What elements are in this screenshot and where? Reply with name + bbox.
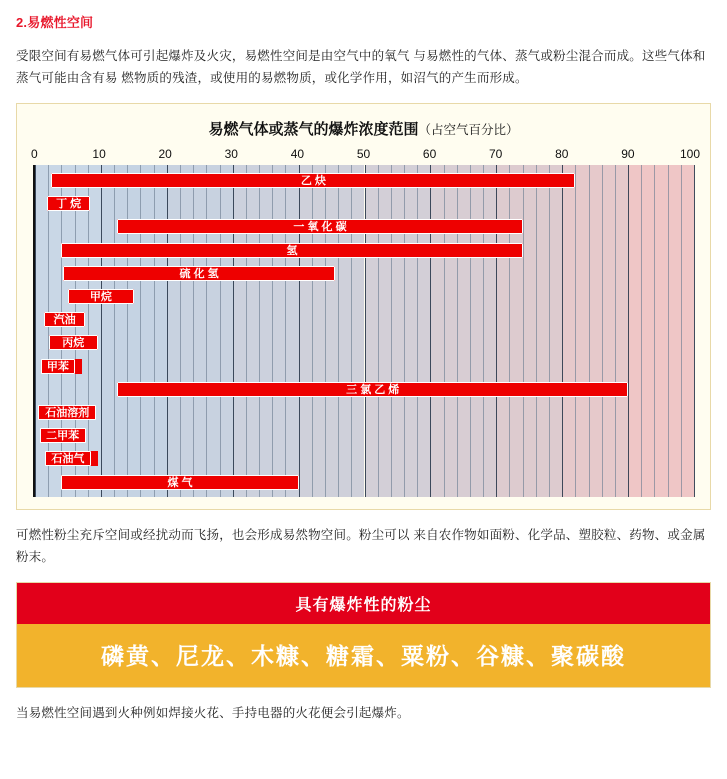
chart-bar-row [35, 312, 694, 327]
chart-bar-label: 三 氯 乙 烯 [117, 382, 628, 397]
chart-tick-label: 30 [224, 147, 238, 161]
chart-tick-label: 10 [92, 147, 106, 161]
chart-bar-label: 丙烷 [49, 335, 98, 350]
explosive-dust-panel [16, 582, 711, 688]
chart-tick-label: 40 [290, 147, 305, 161]
chart-bar-label: 乙 炔 [51, 173, 575, 188]
chart-body [30, 147, 701, 497]
chart-title [29, 118, 698, 139]
chart-bar-label: 煤 气 [61, 475, 298, 490]
chart-bar-label: 石油气 [45, 451, 91, 466]
chart-bar-label: 甲烷 [68, 289, 134, 304]
paragraph-flammable-space: 受限空间有易燃气体可引起爆炸及火灾，易燃性空间是由空气中的氧气 与易燃性的气体、蒸气或粉尘混合而成。这些气体和蒸气可能由含有易 燃物质的残渣，或使用的易燃物质，或化学作用，如沼气的产生而形成。 [16, 49, 706, 85]
chart-tick-label: 80 [555, 147, 569, 161]
chart-bars [35, 165, 694, 497]
chart-bar-row [35, 475, 694, 490]
chart-title-suffix: （占空气百分比） [418, 123, 519, 137]
chart-bar-label: 硫 化 氢 [63, 266, 335, 281]
chart-gridline [694, 165, 695, 497]
paragraph-combustible-dust: 可燃性粉尘充斥空间或经扰动而飞扬，也会形成易然物空间。粉尘可以 来自农作物如面粉、化学品、塑胶粒、药物、或金属粉末。 [16, 528, 706, 564]
chart-tick-label: 20 [158, 147, 172, 161]
chart-bar-label: 汽油 [44, 312, 85, 327]
chart-bar-label: 甲苯 [41, 359, 75, 374]
chart-bar-label: 石油溶剂 [38, 405, 96, 420]
chart-bar-row [35, 382, 694, 397]
chart-bar-row [35, 266, 694, 281]
chart-title-main: 易燃气体或蒸气的爆炸浓度范围 [208, 121, 419, 138]
chart-bar-row [35, 335, 694, 350]
chart-bar-row [35, 196, 694, 211]
chart-bar-label: 丁 烷 [47, 196, 90, 211]
chart-tick-label: 50 [356, 147, 371, 161]
chart-bar-label: 一 氧 化 碳 [117, 219, 522, 234]
chart-bar-row [35, 428, 694, 443]
chart-x-axis [30, 147, 701, 165]
chart-tick-label: 0 [30, 147, 38, 161]
chart-bar-row [35, 243, 694, 258]
chart-tick-label: 60 [422, 147, 437, 161]
paragraph-ignition-source: 当易燃性空间遇到火种例如焊接火花、手持电器的火花便会引起爆炸。 [16, 706, 410, 720]
chart-bar-row [35, 173, 694, 188]
chart-bar-row [35, 405, 694, 420]
chart-tick-label: 70 [489, 147, 503, 161]
chart-bar-row [35, 451, 694, 466]
chart-bar-row [35, 219, 694, 234]
dust-panel-header: 具有爆炸性的粉尘 [17, 583, 710, 624]
page-title: 2.易燃性空间 [16, 15, 94, 30]
chart-tick-label: 90 [621, 147, 635, 161]
explosive-range-chart-panel [16, 103, 711, 510]
chart-bar-label: 氢 [61, 243, 522, 258]
chart-bar-row [35, 289, 694, 304]
dust-panel-items: 磷黄、尼龙、木糠、糖霜、粟粉、谷糠、聚碳酸 [17, 624, 710, 687]
chart-plot-area [33, 165, 694, 497]
chart-tick-label: 100 [679, 147, 701, 161]
chart-bar-row [35, 359, 694, 374]
chart-bar-label: 二甲苯 [40, 428, 86, 443]
